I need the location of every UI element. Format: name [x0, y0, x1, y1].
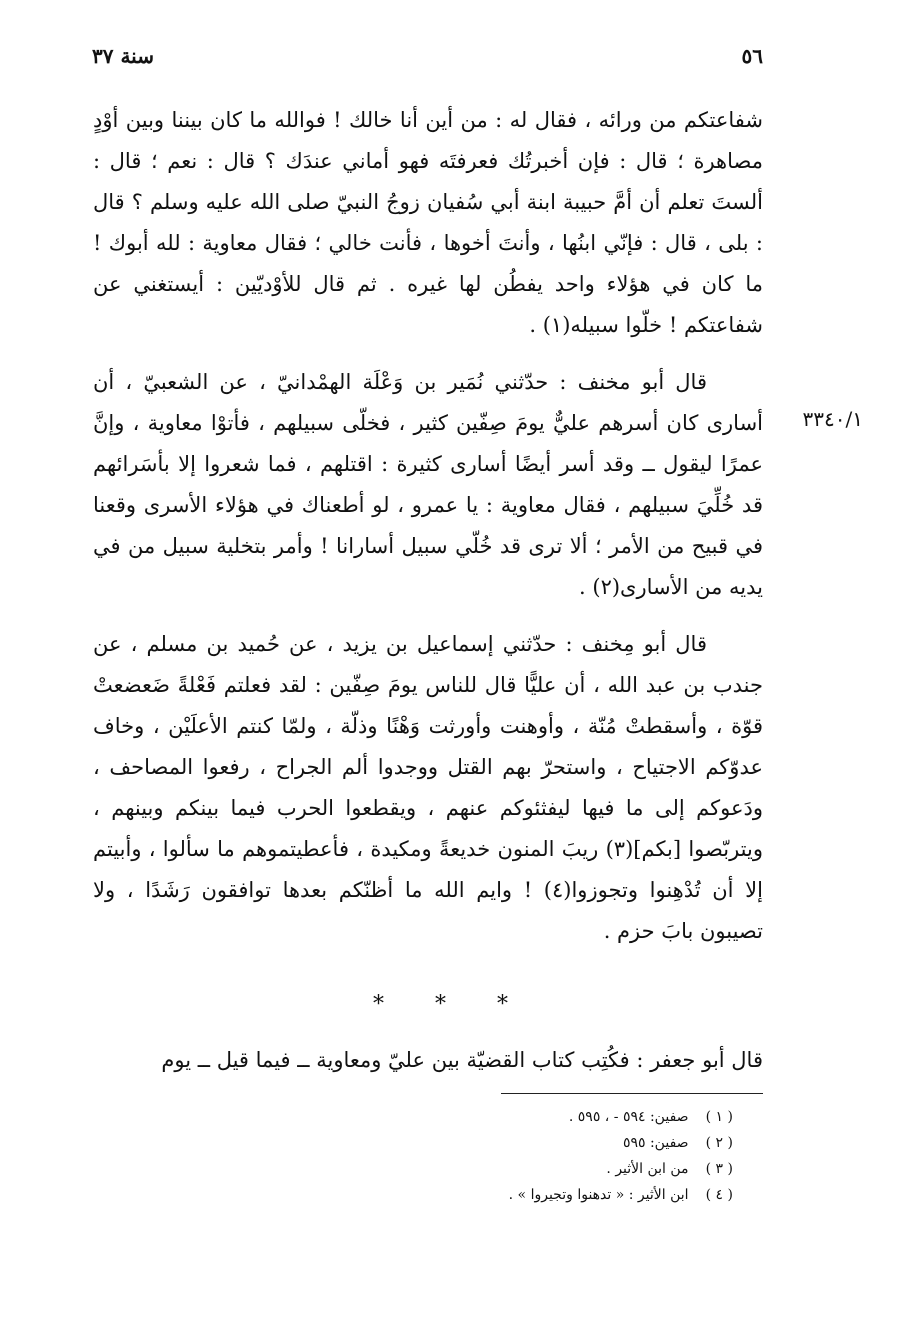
page-header: [92, 36, 763, 76]
footnote-text: صفين: ٥٩٥: [622, 1135, 689, 1151]
page-number: ٥٦: [741, 44, 763, 68]
footnote-4: [313, 1182, 733, 1208]
footnotes: [313, 1104, 733, 1208]
footnote-text: صفين: ٥٩٤ - ، ٥٩٥ .: [568, 1109, 689, 1125]
footnote-text: ابن الأثير : « تدهنوا وتجيروا » .: [508, 1187, 689, 1203]
footnote-number: ( ٤ ): [705, 1187, 733, 1203]
footnote-number: ( ٣ ): [705, 1161, 733, 1177]
paragraph-3: قال أبو مِخنف : حدّثني إسماعيل بن يزيد ، عن حُميد بن مسلم ، عن جندب بن عبد الله ، أن عليًّا قال للناس يومَ صِفّين : لقد فعلتم فَعْلةً ضَعضعتْ قوّة ، وأسقطتْ مُنّة ، وأوهنت وأورثت وَهْنًا وذلّة ، ولمّا كنتم الأعلَيْن ، وخاف عدوّكم الاجتياح ، واستحرّ بهم القتل ووجدوا ألم الجراح ، رفعوا المصاحف ، ودَعوكم إلى ما فيها ليفثئوكم عنهم ، ويقطعوا الحرب فيما بينكم وبينهم ، ويتربّصوا [بكم](٣) ريبَ المنون خديعةً ومكيدة ، فأعطيتموهم ما سألوا ، وأبيتم إلا أن تُدْهِنوا وتجوزوا(٤) ! وايم الله ما أظنّكم بعدها توافقون رَشَدًا ، ولا تصيبون بابَ حزم .: [93, 632, 763, 943]
paragraph-1: شفاعتكم من ورائه ، فقال له : من أين أنا خالك ! فوالله ما كان بيننا وبين أوْدٍ مصاهرة ؛ قال : فإن أخبرتُك فعرفتَه فهو أماني عندَك ؟ قال : نعم ؛ قال : ألستَ تعلم أن أمَّ حبيبة ابنة أبي سُفيان زوجُ النبيّ صلى الله عليه وسلم ؟ قال : بلى ، قال : فإنّي ابنُها ، وأنتَ أخوها ، فأنت خالي ؛ فقال معاوية : لله أبوك ! ما كان في هؤلاء واحد يفطُن لها غيره . ثم قال للأوْديّين : أيستغني عن شفاعتكم ! خلّوا سبيله(١) .: [93, 108, 763, 337]
paragraph-2: قال أبو مخنف : حدّثني نُمَير بن وَعْلَة الهمْدانيّ ، عن الشعبيّ ، أن أسارى كان أسرهم عليٌّ يومَ صِفّين كثير ، فخلّى سبيلهم ، فأتوْا معاوية ، وإنَّ عمرًا ليقول ــ وقد أسر أيضًا أسارى كثيرة : اقتلهم ، فما شعروا إلا بأسَرائهم قد خُلِّيَ سبيلهم ، فقال معاوية : يا عمرو ، لو أطعناك في هؤلاء الأسرى وقعنا في قبيح من الأمر ؛ ألا ترى قد خُلّي سبيل أسارانا ! وأمر بتخلية سبيل من في يديه من الأسارى(٢) .: [93, 370, 763, 599]
running-head-year: سنة ٣٧: [92, 44, 154, 68]
footnote-1: [313, 1104, 733, 1130]
footnote-text: من ابن الأثير .: [606, 1161, 689, 1177]
footnote-3: [313, 1156, 733, 1182]
marginal-reference: ٣٣٤٠/١: [802, 407, 863, 431]
closing-line: قال أبو جعفر : فكُتِب كتاب القضيّة بين عليّ ومعاوية ــ فيما قيل ــ يوم: [161, 1048, 763, 1072]
footnote-number: ( ١ ): [705, 1109, 733, 1125]
main-text: [93, 100, 763, 968]
section-separator: * * *: [373, 992, 530, 1017]
footnote-2: [313, 1130, 733, 1156]
footnote-rule: [501, 1093, 763, 1094]
footnote-number: ( ٢ ): [705, 1135, 733, 1151]
